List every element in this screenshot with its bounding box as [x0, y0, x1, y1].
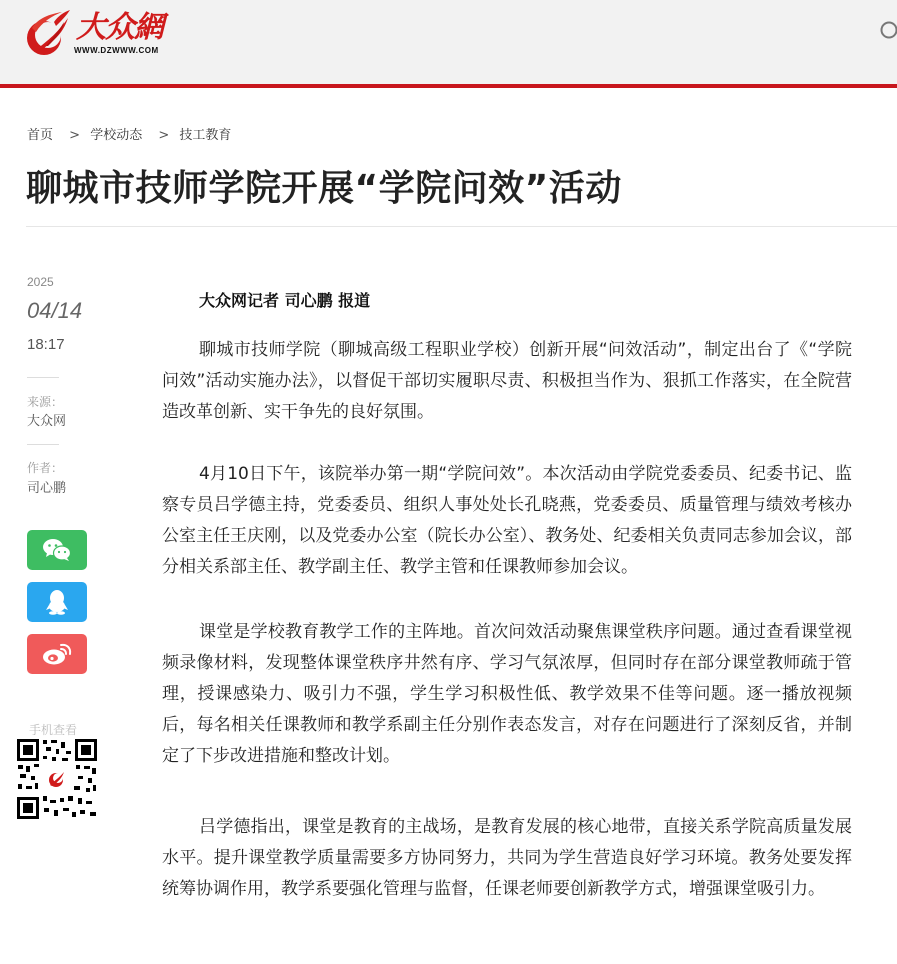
qr-code-icon[interactable]: [16, 738, 98, 820]
mobile-view-label: 手机查看: [29, 723, 78, 737]
breadcrumb-school-news[interactable]: 学校动态: [90, 128, 143, 143]
meta-divider: [27, 444, 59, 445]
page-title: 聊城市技师学院开展“学院问效”活动: [26, 168, 622, 209]
share-wechat-button[interactable]: [27, 530, 87, 570]
header-red-rule: [0, 84, 897, 88]
author-value: 司心鹏: [27, 481, 67, 496]
breadcrumb-separator: >: [158, 128, 170, 143]
wechat-icon: [42, 538, 72, 562]
article-paragraph: 4月10日下午，该院举办第一期“学院问效”。本次活动由学院党委委员、纪委书记、监察专员吕学德主持，党委委员、组织人事处处长孔晓燕，党委委员、质量管理与绩效考核办公室主任王庆刚，以及党委办公室（院长办公室）、教务处、纪委相关负责同志参加会议，部分相关系部主任、教学副主任、教学主管和任课教师参加会议。: [162, 464, 852, 577]
search-icon[interactable]: [878, 20, 897, 42]
article-paragraph: 聊城市技师学院（聊城高级工程职业学校）创新开展“问效活动”，制定出台了《“学院问效”活动实施办法》，以督促干部切实履职尽责、积极担当作为、狠抓工作落实，在全院营造改革创新、实干争先的良好氛围。: [162, 340, 852, 422]
source-value: 大众网: [27, 414, 67, 429]
article-paragraph: 吕学德指出，课堂是教育的主战场，是教育发展的核心地带，直接关系学院高质量发展水平。提升课堂教学质量需要多方协同努力，共同为学生营造良好学习环境。教务处要发挥统筹协调作用，教学系要强化管理与监督，任课老师要创新教学方式，增强课堂吸引力。: [162, 817, 852, 899]
publish-time: 18:17: [27, 336, 65, 353]
breadcrumb-home[interactable]: 首页: [27, 128, 54, 143]
share-weibo-button[interactable]: [27, 634, 87, 674]
publish-year: 2025: [27, 275, 54, 289]
breadcrumb: [27, 124, 231, 143]
site-logo[interactable]: [24, 8, 174, 60]
title-divider: [26, 226, 897, 227]
article-paragraph: 课堂是学校教育教学工作的主阵地。首次问效活动聚焦课堂秩序问题。通过查看课堂视频录像材料，发现整体课堂秩序井然有序、学习气氛浓厚，但同时存在部分课堂教师疏于管理，授课感染力、吸引力不强，学生学习积极性低、教学效果不佳等问题。逐一播放视频后，每名相关任课教师和教学系副主任分别作表态发言，对存在问题进行了深刻反省，并制定了下步改进措施和整改计划。: [162, 622, 852, 766]
logo-url-text: WWW.DZWWW.COM: [74, 46, 159, 55]
breadcrumb-technical-education[interactable]: 技工教育: [179, 128, 232, 143]
qq-icon: [46, 589, 68, 615]
author-label: 作者：: [27, 461, 64, 475]
publish-date: 04/14: [27, 298, 83, 323]
weibo-icon: [42, 642, 72, 666]
logo-chinese-text: 大众網: [76, 10, 163, 45]
source-label: 来源：: [27, 395, 64, 409]
breadcrumb-separator: >: [69, 128, 81, 143]
share-qq-button[interactable]: [27, 582, 87, 622]
article-byline: 大众网记者 司心鹏 报道: [199, 291, 371, 310]
dazhong-flame-logo-icon: [24, 8, 76, 60]
meta-divider: [27, 377, 59, 378]
